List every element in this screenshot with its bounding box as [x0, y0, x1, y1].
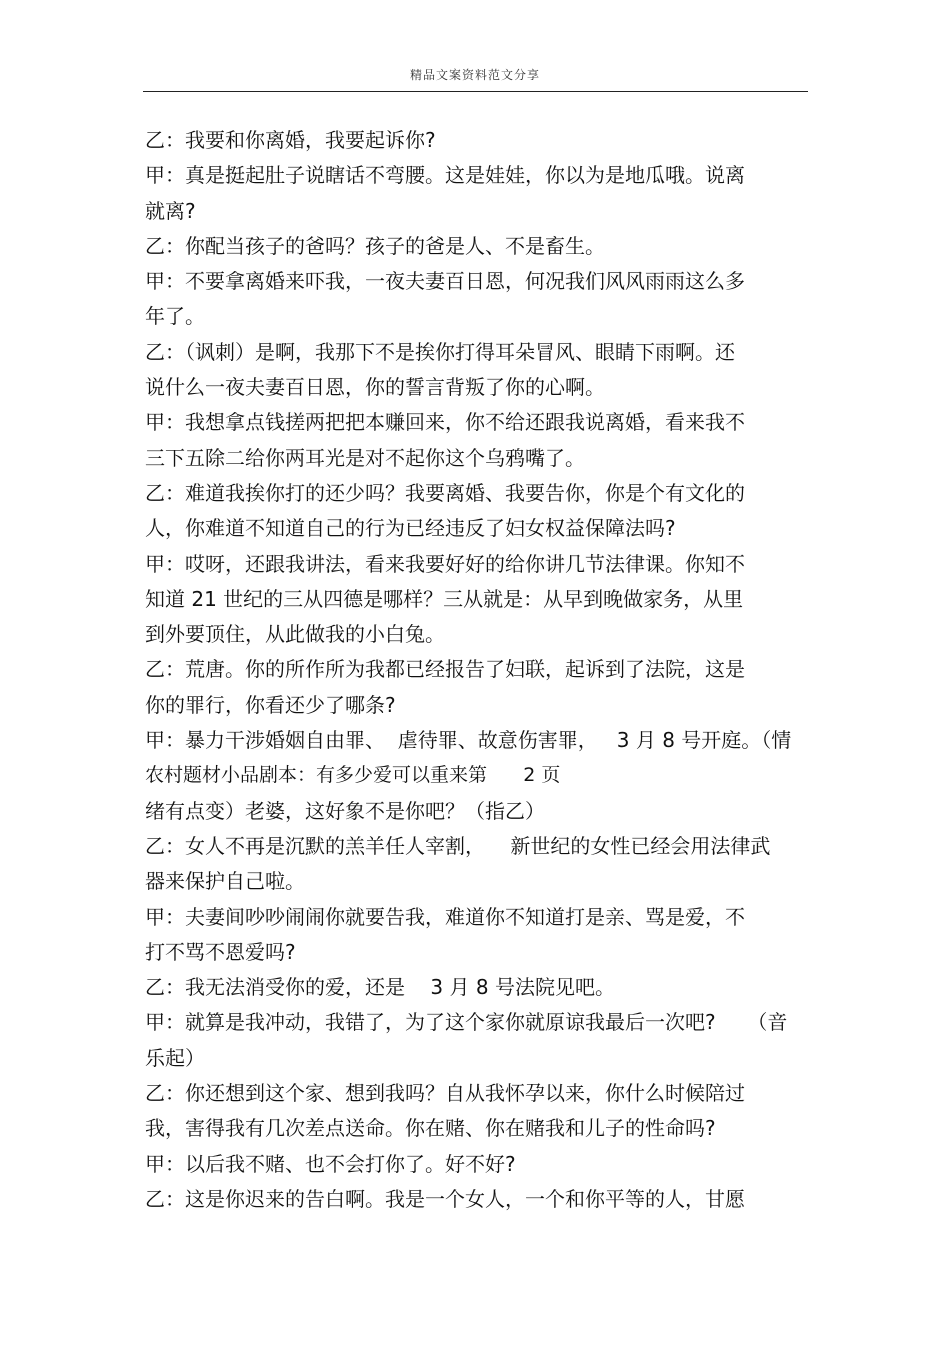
dialogue-line: 说什么一夜夫妻百日恩，你的誓言背叛了你的心啊。 — [145, 375, 605, 400]
dialogue-line: 年了。 — [145, 304, 205, 329]
dialogue-line: 乙：我要和你离婚，我要起诉你? — [145, 128, 436, 152]
dialogue-line: 甲：就算是我冲动，我错了，为了这个家你就原谅我最后一次吧? （音 — [145, 1010, 788, 1035]
dialogue-line: 甲：以后我不赌、也不会打你了。好不好? — [145, 1151, 516, 1176]
dialogue-line: 乙：这是你迟来的告白啊。我是一个女人，一个和你平等的人，甘愿 — [145, 1186, 745, 1211]
dialogue-line: 乙：你还想到这个家、想到我吗？自从我怀孕以来，你什么时候陪过 — [145, 1081, 745, 1106]
dialogue-line: 甲：不要拿离婚来吓我，一夜夫妻百日恩，何况我们风风雨雨这么多 — [145, 269, 745, 294]
dialogue-line: 乙：难道我挨你打的还少吗？我要离婚、我要告你，你是个有文化的 — [145, 480, 745, 505]
dialogue-line: 乙：（讽刺）是啊，我那下不是挨你打得耳朵冒风、眼睛下雨啊。还 — [145, 339, 735, 364]
dialogue-line: 甲：夫妻间吵吵闹闹你就要告我，难道你不知道打是亲、骂是爱，不 — [145, 904, 745, 929]
script-body — [145, 124, 810, 1218]
dialogue-line: 乙：你配当孩子的爸吗？孩子的爸是人、不是畜生。 — [145, 233, 605, 258]
dialogue-line: 甲：哎呀，还跟我讲法，看来我要好好的给你讲几节法律课。你知不 — [145, 551, 745, 576]
dialogue-line: 到外要顶住，从此做我的小白兔。 — [145, 622, 445, 647]
dialogue-line: 甲：暴力干涉婚姻自由罪、 虐待罪、故意伤害罪， 3 月 8 号开庭。（情 — [145, 728, 792, 753]
dialogue-line: 乙：女人不再是沉默的羔羊任人宰割， 新世纪的女性已经会用法律武 — [145, 833, 771, 858]
header-divider — [143, 91, 808, 92]
dialogue-line: 你的罪行，你看还少了哪条? — [145, 692, 396, 717]
page-footer-label: 农村题材小品剧本：有多少爱可以重来第 2 页 — [145, 764, 561, 787]
dialogue-line: 打不骂不恩爱吗? — [145, 939, 296, 964]
dialogue-line: 乐起） — [145, 1045, 205, 1070]
dialogue-line: 三下五除二给你两耳光是对不起你这个乌鸦嘴了。 — [145, 445, 585, 470]
dialogue-line: 绪有点变）老婆，这好象不是你吧？（指乙） — [145, 798, 545, 823]
dialogue-line: 就离? — [145, 198, 196, 223]
page-header: 精品文案资料范文分享 — [409, 68, 540, 82]
dialogue-line: 知道 21 世纪的三从四德是哪样？三从就是：从早到晚做家务，从里 — [145, 586, 744, 611]
dialogue-line: 器来保护自己啦。 — [145, 869, 305, 894]
dialogue-line: 乙：荒唐。你的所作所为我都已经报告了妇联，起诉到了法院，这是 — [145, 657, 745, 682]
dialogue-line: 甲：我想拿点钱搓两把把本赚回来，你不给还跟我说离婚，看来我不 — [145, 410, 745, 435]
dialogue-line: 人，你难道不知道自己的行为已经违反了妇女权益保障法吗? — [145, 516, 676, 541]
dialogue-line: 乙：我无法消受你的爱，还是 3 月 8 号法院见吧。 — [145, 975, 615, 1000]
dialogue-line: 我，害得我有几次差点送命。你在赌、你在赌我和儿子的性命吗? — [145, 1116, 716, 1141]
dialogue-line: 甲：真是挺起肚子说瞎话不弯腰。这是娃娃，你以为是地瓜哦。说离 — [145, 163, 745, 188]
